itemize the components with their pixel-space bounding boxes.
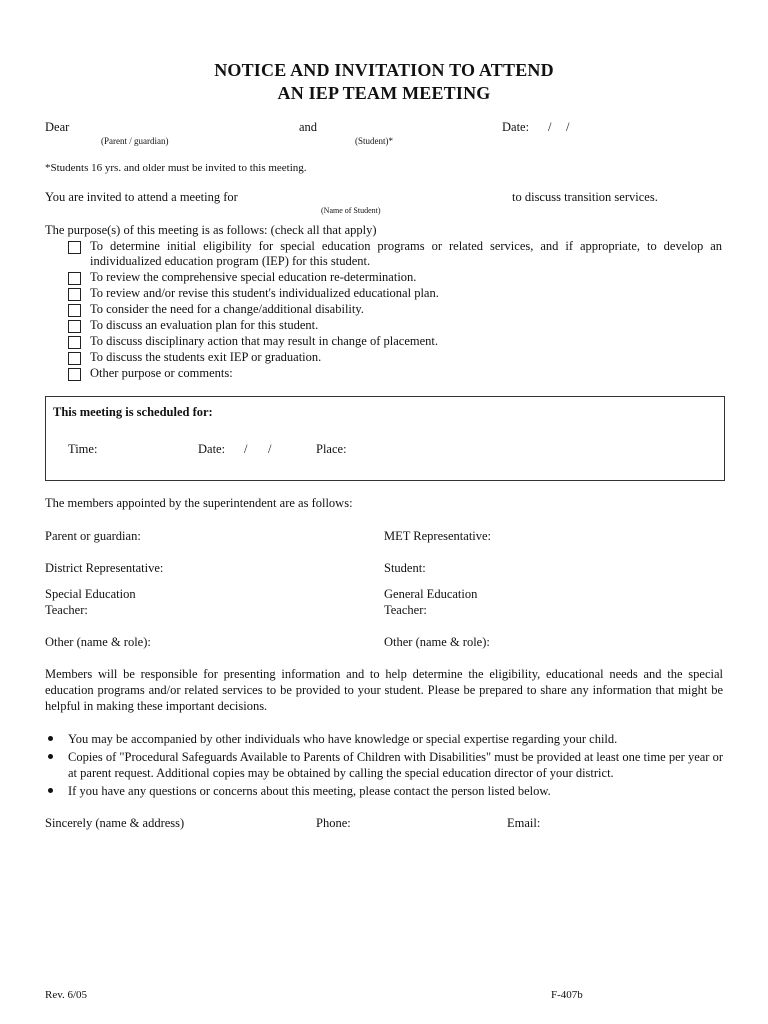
date-separator: / (566, 120, 570, 134)
checkbox[interactable] (68, 352, 81, 365)
purpose-option-label: To discuss the students exit IEP or graduation. (90, 350, 322, 364)
parent-guardian-caption: (Parent / guardian) (101, 136, 169, 146)
purpose-option-evaluation-plan[interactable] (68, 318, 318, 333)
email-label: Email: (507, 816, 541, 830)
students-16-note: *Students 16 yrs. and older must be invited to this meeting. (45, 162, 307, 174)
invite-prefix: You are invited to attend a meeting for (45, 190, 238, 204)
purpose-option-redetermination[interactable] (68, 270, 416, 285)
bullet-icon (48, 736, 53, 741)
place-label: Place: (316, 442, 347, 456)
list-item: If you have any questions or concerns about this meeting, please contact the person listed below. (45, 783, 723, 799)
purpose-option-label: To discuss an evaluation plan for this student. (90, 318, 319, 332)
purpose-option-change-disability[interactable] (68, 302, 364, 317)
bullet-icon (48, 788, 53, 793)
student-caption: (Student)* (355, 136, 393, 146)
notice-bullets (45, 731, 723, 801)
other-member-label: Other (name & role): (45, 635, 151, 649)
purposes-heading: The purpose(s) of this meeting is as follows: (check all that apply) (45, 223, 377, 237)
dear-label: Dear (45, 120, 70, 134)
schedule-box (45, 396, 725, 481)
special-education-teacher-label: Teacher: (45, 603, 88, 617)
purpose-option-exit-iep[interactable] (68, 350, 321, 365)
schedule-heading: This meeting is scheduled for: (53, 405, 213, 419)
student-label: Student: (384, 561, 426, 575)
special-education-label: Special Education (45, 587, 136, 601)
parent-guardian-label: Parent or guardian: (45, 529, 141, 543)
checkbox[interactable] (68, 320, 81, 333)
meeting-date-label: Date: (198, 442, 226, 456)
purpose-option-disciplinary-action[interactable] (68, 334, 438, 349)
name-of-student-caption: (Name of Student) (321, 206, 381, 215)
purpose-option-label: To determine initial eligibility for special education programs or related services, and if appropriate, to develop an individualized education program (IEP) for this student. (90, 239, 722, 268)
district-representative-label: District Representative: (45, 561, 164, 575)
sincerely-label: Sincerely (name & address) (45, 816, 185, 830)
purpose-option-label: To review and/or revise this student's individualized educational plan. (90, 286, 439, 300)
checkbox[interactable] (68, 241, 81, 254)
purpose-option-other[interactable] (68, 366, 233, 381)
purpose-option-label: To consider the need for a change/additional disability. (90, 302, 364, 316)
purpose-option-review-iep[interactable] (68, 286, 439, 301)
checkbox[interactable] (68, 368, 81, 381)
purpose-option-initial-eligibility[interactable] (68, 239, 722, 269)
form-number: F-407b (551, 989, 583, 1001)
date-label: Date: (502, 120, 530, 134)
invite-suffix: to discuss transition services. (512, 190, 658, 204)
and-label: and (299, 120, 318, 134)
date-separator: / (548, 120, 552, 134)
met-representative-label: MET Representative: (384, 529, 492, 543)
checkbox[interactable] (68, 304, 81, 317)
date-separator: / (268, 442, 272, 456)
purpose-option-label: To review the comprehensive special education re-determination. (90, 270, 417, 284)
bullet-icon (48, 754, 53, 759)
general-education-teacher-label: Teacher: (384, 603, 427, 617)
purpose-option-label: To discuss disciplinary action that may result in change of placement. (90, 334, 438, 348)
checkbox[interactable] (68, 336, 81, 349)
purpose-option-label: Other purpose or comments: (90, 366, 233, 380)
members-heading: The members appointed by the superintendent are as follows: (45, 496, 353, 510)
revision-label: Rev. 6/05 (45, 989, 88, 1001)
checkbox[interactable] (68, 272, 81, 285)
checkbox[interactable] (68, 288, 81, 301)
list-item: Copies of "Procedural Safeguards Available to Parents of Children with Disabilities" must be provided at least one time per year or at parent request. Additional copies may be obtained by calling the special education director of your district. (45, 749, 723, 781)
general-education-label: General Education (384, 587, 478, 601)
time-label: Time: (68, 442, 98, 456)
form-title-line1: NOTICE AND INVITATION TO ATTEND (214, 60, 554, 80)
form-title-line2: AN IEP TEAM MEETING (277, 83, 491, 103)
date-separator: / (244, 442, 248, 456)
phone-label: Phone: (316, 816, 351, 830)
other-member-label: Other (name & role): (384, 635, 490, 649)
list-item: You may be accompanied by other individuals who have knowledge or special expertise regarding your child. (45, 731, 723, 747)
responsibility-paragraph: Members will be responsible for presenting information and to help determine the eligibility, educational needs and the special education programs and/or related services to be provided to your student. Please be prepared to share any information that might be helpful in making these important decisions. (45, 667, 723, 713)
